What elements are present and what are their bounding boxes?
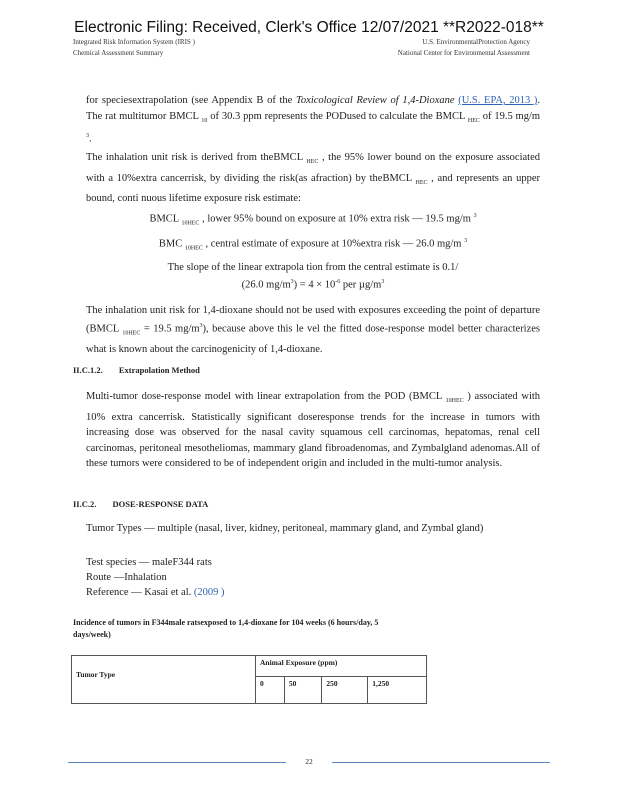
eq-text: , lower 95% bound on exposure at 10% extra risk — 19.5 mg/m	[202, 213, 471, 225]
electronic-filing-banner: Electronic Filing: Received, Clerk's Office 12/07/2021 **R2022-018**	[74, 19, 544, 36]
header-program: Integrated Risk Information System (IRIS )	[73, 38, 195, 46]
subscript: 10HEC	[184, 245, 203, 252]
slope-text: The slope of the linear extrapola tion from the central estimate is 0.1/	[167, 262, 459, 273]
dose-cell: 1,250	[368, 677, 427, 704]
p4-text: ) associated with 10% extra cancerrisk. Statistically significant doseresponse trends for the increase in tumors with increasing dose was observed for the nasal cavity squamous cell carcinomas, hepatomas, renal cell carcinomas, peritoneal mesotheliomas, mammary gland fibroadenomas, and Zymbalgland adenomas.All of these tumors were considered to be of independent origin and included in the multi-tumor analysis.	[86, 391, 541, 470]
p3-text: = 19.5 mg/m	[143, 323, 200, 334]
section-number: II.C.1.2.	[73, 365, 103, 375]
slope-result	[86, 275, 540, 293]
superscript: 3	[199, 322, 203, 329]
p2-text: , the 95% lower bound on the exposure associated with a 10%extra cancerrisk, by dividing the risk(as afraction) by theBMCL	[86, 152, 540, 184]
tumor-incidence-table-wrapper	[71, 655, 427, 709]
superscript: 3	[381, 279, 385, 285]
test-species-line: Test species — maleF344 rats	[86, 557, 212, 568]
table-group-header: Animal Exposure (ppm)	[256, 656, 427, 677]
paragraph-extrapolation-method	[86, 389, 540, 472]
p3-text: ), because above this le vel the fitted dose-response model better characterizes what is known about the carcinogenicity of 1,4-dioxane.	[86, 323, 541, 355]
p1-text: of 19.5 mg/m	[482, 110, 541, 122]
equation-bmc	[86, 234, 540, 256]
section-heading-dose-response	[73, 499, 208, 509]
eq-text: per µg/m	[342, 279, 382, 291]
p4-text: Multi-tumor dose-response model with linear extrapolation from the POD (BMCL	[86, 391, 442, 402]
paragraph-species-extrapolation	[86, 93, 540, 147]
eq-text: (26.0 mg/m	[241, 279, 291, 291]
p2-text: , and represents an upper bound, conti nuous lifetime exposure risk estimate:	[86, 172, 541, 205]
superscript: 3	[290, 279, 294, 285]
table-row-header: Tumor Type	[72, 656, 256, 704]
paragraph-inhalation-unit-risk	[86, 150, 540, 207]
reference-label: Reference — Kasai et al.	[86, 587, 192, 598]
dose-cell: 250	[322, 677, 368, 704]
section-heading-extrapolation	[73, 365, 200, 375]
subscript: HEC	[306, 159, 319, 166]
p1-text: of 30.3 ppm represents the PODused to calculate the BMCL	[210, 110, 466, 122]
p2-text: The inhalation unit risk is derived from theBMCL	[86, 152, 303, 163]
tumor-types-line: Tumor Types — multiple (nasal, liver, kidney, peritoneal, mammary gland, and Zymbal gland)	[86, 523, 484, 534]
subscript: 10	[201, 117, 208, 124]
table-caption: Incidence of tumors in F344male ratsexposed to 1,4-dioxane for 104 weeks (6 hours/day, 5 days/week)	[73, 618, 379, 639]
paragraph-unit-risk-caveat	[86, 303, 540, 357]
equation-slope	[86, 261, 540, 293]
section-title: Extrapolation Method	[118, 365, 200, 375]
kasai-2009-link[interactable]: (2009 )	[193, 587, 225, 598]
dose-cell: 50	[284, 677, 321, 704]
subscript: HEC	[467, 117, 480, 124]
subscript: HEC	[415, 179, 428, 186]
eq-text: BMC	[158, 238, 183, 250]
section-number: II.C.2.	[73, 499, 97, 509]
page-number: 22	[305, 757, 313, 766]
header-agency: U.S. EnvironmentalProtection Agency	[422, 38, 530, 46]
p1-text: for speciesextrapolation (see Appendix B of the	[86, 95, 293, 106]
equation-bmcl	[86, 209, 540, 231]
p3-text: The inhalation unit risk for 1,4-dioxane should not be used with exposures exceeding the point of departure (BMCL	[86, 305, 540, 334]
subscript: 10HEC	[181, 220, 200, 227]
header-right	[398, 37, 530, 59]
p1-text: .	[89, 133, 92, 145]
subscript: 10HEC	[122, 330, 141, 337]
reference-line	[86, 586, 225, 600]
epa-2013-link[interactable]: (U.S. EPA, 2013 )	[458, 95, 538, 106]
subscript: 10HEC	[445, 398, 464, 405]
superscript: 3	[473, 213, 477, 219]
p1-text: . The rat multitumor BMCL	[86, 95, 541, 122]
header-left	[73, 37, 195, 59]
toxicological-review-title: Toxicological Review of 1,4-Dioxane	[296, 95, 455, 106]
eq-text: , central estimate of exposure at 10%extra risk — 26.0 mg/m	[205, 238, 462, 250]
header-doc-type: Chemical Assessment Summary	[73, 49, 164, 57]
superscript: 3	[464, 238, 468, 244]
header-center: National Center for Environmental Assessment	[397, 49, 530, 57]
eq-text: ) = 4 × 10	[293, 279, 336, 291]
section-title: DOSE-RESPONSE DATA	[112, 499, 209, 509]
tumor-incidence-table	[71, 655, 427, 704]
dose-cell: 0	[256, 677, 285, 704]
superscript: -6	[335, 279, 341, 285]
route-line: Route —Inhalation	[86, 572, 167, 583]
eq-text: BMCL	[149, 213, 179, 225]
superscript: 3	[86, 133, 89, 140]
